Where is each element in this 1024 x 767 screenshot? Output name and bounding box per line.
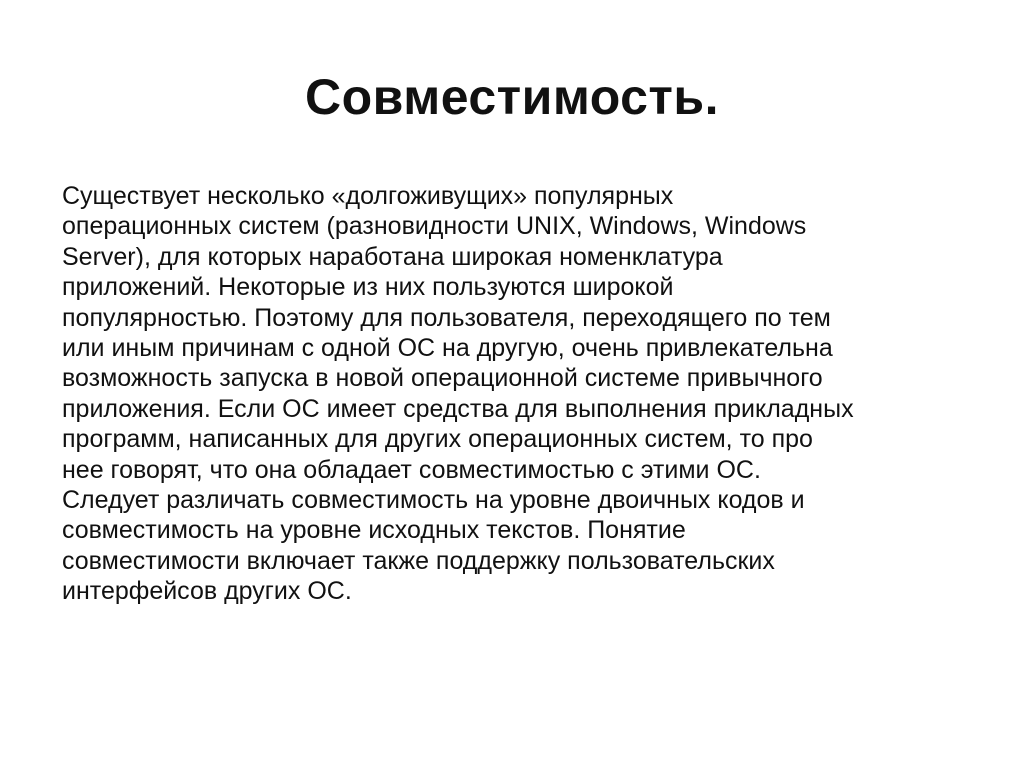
body-line: программ, написанных для других операционных систем, то про (62, 425, 813, 454)
body-line: интерфейсов других ОС. (62, 577, 352, 606)
slide-body-text (62, 181, 962, 607)
body-line: популярностью. Поэтому для пользователя, переходящего по тем (62, 303, 831, 332)
body-line: Server), для которых наработана широкая номенклатура (62, 242, 723, 271)
body-line: или иным причинам с одной ОС на другую, очень привлекательна (62, 334, 833, 363)
slide-title: Совместимость. (304, 69, 720, 125)
body-line: совместимость на уровне исходных текстов. Понятие (62, 516, 686, 545)
body-line: возможность запуска в новой операционной системе привычного (62, 364, 823, 393)
body-line: нее говорят, что она обладает совместимостью с этими ОС. (62, 455, 761, 484)
body-line: Существует несколько «долгоживущих» популярных (62, 182, 674, 210)
body-line: Следует различать совместимость на уровне двоичных кодов и (62, 486, 805, 515)
body-line: приложений. Некоторые из них пользуются широкой (62, 273, 674, 302)
body-line: приложения. Если ОС имеет средства для выполнения прикладных (62, 394, 854, 423)
body-line: совместимости включает также поддержку пользовательских (62, 546, 775, 575)
body-line: операционных систем (разновидности UNIX, Windows, Windows (62, 212, 807, 241)
